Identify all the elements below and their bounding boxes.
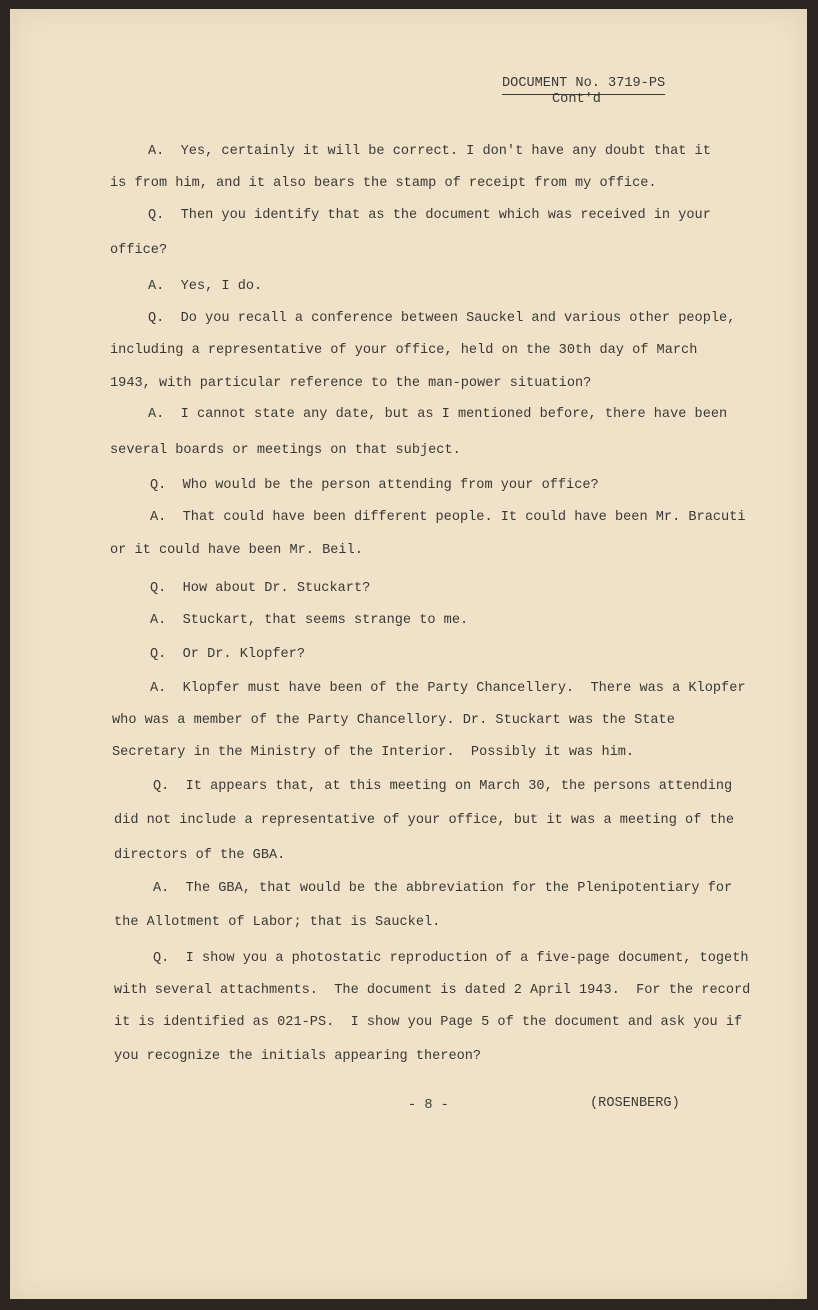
- text-line: A. The GBA, that would be the abbreviation for the Plenipotentiary for: [153, 881, 733, 896]
- continued-label: Cont'd: [552, 92, 601, 107]
- text-line: A. That could have been different people. It could have been Mr. Bracuti: [150, 510, 746, 525]
- document-page: [10, 9, 807, 1299]
- text-line: A. Stuckart, that seems strange to me.: [150, 613, 469, 628]
- text-line: Q. How about Dr. Stuckart?: [150, 581, 371, 596]
- page-number: - 8 -: [408, 1098, 449, 1113]
- text-line: Q. It appears that, at this meeting on March 30, the persons attending: [153, 779, 733, 794]
- footer-name: (ROSENBERG): [590, 1096, 680, 1111]
- text-line: did not include a representative of your office, but it was a meeting of the: [114, 813, 734, 828]
- text-line: it is identified as 021-PS. I show you Page 5 of the document and ask you if: [114, 1015, 743, 1030]
- text-line: Q. Or Dr. Klopfer?: [150, 647, 305, 662]
- text-line: who was a member of the Party Chancellory. Dr. Stuckart was the State: [112, 713, 675, 728]
- text-line: with several attachments. The document is dated 2 April 1943. For the record: [114, 983, 751, 998]
- text-line: including a representative of your office, held on the 30th day of March: [110, 343, 698, 358]
- text-line: Q. Do you recall a conference between Sauckel and various other people,: [148, 311, 736, 326]
- text-line: A. Yes, I do.: [148, 279, 263, 294]
- text-line: A. Klopfer must have been of the Party Chancellery. There was a Klopfer: [150, 681, 746, 696]
- text-line: A. I cannot state any date, but as I mentioned before, there have been: [148, 407, 728, 422]
- text-line: is from him, and it also bears the stamp of receipt from my office.: [110, 176, 657, 191]
- text-line: 1943, with particular reference to the man-power situation?: [110, 376, 592, 391]
- text-line: Q. Who would be the person attending from your office?: [150, 478, 599, 493]
- text-line: directors of the GBA.: [114, 848, 286, 863]
- text-line: A. Yes, certainly it will be correct. I don't have any doubt that it: [148, 144, 711, 159]
- text-line: Q. Then you identify that as the document which was received in your: [148, 208, 711, 223]
- text-line: or it could have been Mr. Beil.: [110, 543, 363, 558]
- text-line: Secretary in the Ministry of the Interior. Possibly it was him.: [112, 745, 635, 760]
- text-line: several boards or meetings on that subject.: [110, 443, 461, 458]
- text-line: you recognize the initials appearing thereon?: [114, 1049, 482, 1064]
- text-line: the Allotment of Labor; that is Sauckel.: [114, 915, 441, 930]
- text-line: Q. I show you a photostatic reproduction of a five-page document, togeth: [153, 951, 749, 966]
- text-line: office?: [110, 243, 168, 258]
- document-number: DOCUMENT No. 3719-PS: [502, 75, 665, 95]
